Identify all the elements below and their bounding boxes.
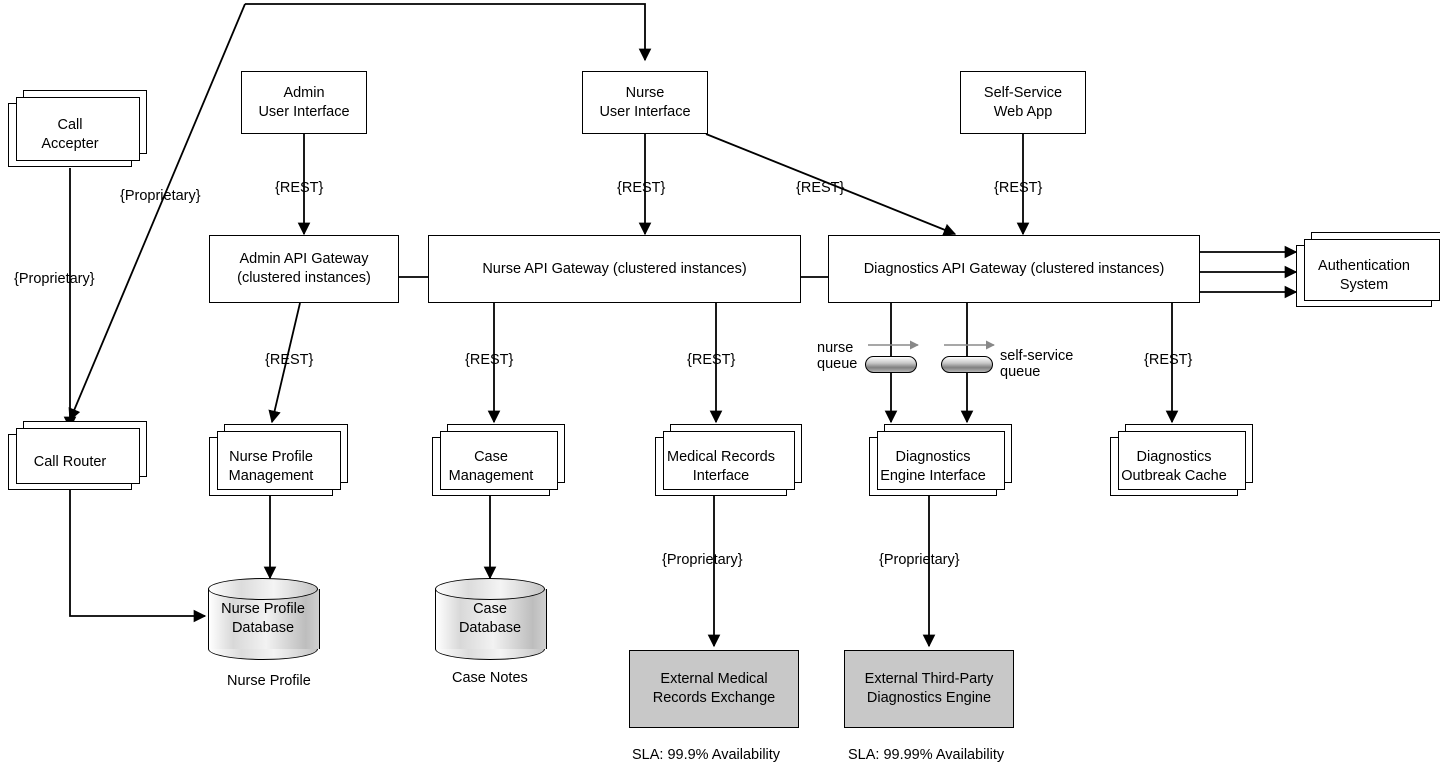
node-diagnostics-engine-if-line-1: Engine Interface — [880, 467, 986, 484]
case-db-line-0: Case — [473, 601, 507, 618]
nurse-profile-db-line-1: Database — [231, 620, 295, 636]
caption-sla-medical-records: SLA: 99.9% Availability — [632, 747, 781, 763]
edge-label-proprietary-medical: {Proprietary} — [662, 552, 743, 568]
node-nurse-ui-line-0: Nurse — [625, 84, 665, 101]
self-service-queue-icon — [941, 356, 993, 373]
nurse-profile-db-line-0: Nurse Profile — [221, 601, 305, 618]
nurse-queue-icon — [865, 356, 917, 373]
node-call-router[interactable] — [8, 434, 132, 490]
node-external-medical-records-exchange[interactable] — [629, 650, 799, 728]
edge-label-proprietary-top: {Proprietary} — [120, 188, 201, 204]
node-outbreak-cache-line-1: Outbreak Cache — [1121, 467, 1227, 484]
external-diagnostics-line-1: Diagnostics Engine — [866, 690, 992, 706]
node-admin-gateway-line-0: Admin API Gateway — [239, 251, 369, 268]
edge-label-rest-self-service: {REST} — [994, 180, 1043, 196]
node-auth-line-0: Authentication — [1318, 258, 1410, 275]
node-self-service-line-0: Self-Service — [983, 84, 1063, 101]
node-nurse-ui-line-1: User Interface — [599, 103, 691, 120]
node-auth-line-1: System — [1339, 277, 1389, 293]
node-medical-records-line-0: Medical Records — [667, 448, 775, 465]
node-self-service-web-app[interactable] — [960, 71, 1086, 134]
node-nurse-profile-mgmt-line-0: Nurse Profile — [229, 448, 313, 465]
node-diagnostics-gateway-line-0: Diagnostics API Gateway (clustered instances) — [863, 260, 1165, 277]
node-external-third-party-diagnostics-engine[interactable] — [844, 650, 1014, 728]
nurse-queue-label-line-1: queue — [817, 356, 858, 372]
node-case-management[interactable] — [432, 437, 550, 496]
edge-label-rest-admin-ui: {REST} — [275, 180, 324, 196]
node-self-service-line-1: Web App — [993, 103, 1053, 120]
node-outbreak-cache-line-0: Diagnostics — [1136, 448, 1212, 465]
edge-label-self-service-queue — [1000, 348, 1073, 380]
edge-label-rest-admin-gateway: {REST} — [265, 352, 314, 368]
edge-label-nurse-queue — [817, 340, 857, 372]
nurse-queue-label-line-0: nurse — [817, 340, 854, 356]
node-admin-gateway-line-1: (clustered instances) — [237, 270, 371, 286]
node-admin-api-gateway[interactable] — [209, 235, 399, 303]
case-db-line-1: Database — [458, 620, 522, 636]
node-diagnostics-engine-if-line-0: Diagnostics — [895, 448, 971, 465]
external-diagnostics-line-0: External Third-Party — [864, 671, 994, 688]
node-call-accepter-line-0: Call — [57, 117, 83, 134]
database-case[interactable] — [435, 578, 545, 660]
nurse-profile-db-text — [208, 578, 318, 660]
edge-label-rest-nurse-to-diagnostics: {REST} — [796, 180, 845, 196]
node-admin-ui-line-0: Admin — [283, 84, 325, 101]
node-nurse-api-gateway[interactable] — [428, 235, 801, 303]
node-authentication-system[interactable] — [1296, 245, 1432, 307]
external-medical-line-0: External Medical — [660, 671, 768, 688]
node-diagnostics-engine-interface[interactable] — [869, 437, 997, 496]
node-medical-records-line-1: Interface — [692, 467, 750, 484]
node-call-router-line-0: Call Router — [33, 453, 107, 470]
caption-nurse-profile: Nurse Profile — [227, 673, 311, 689]
node-nurse-profile-management[interactable] — [209, 437, 333, 496]
edge-label-rest-case: {REST} — [465, 352, 514, 368]
self-service-queue-label-line-0: self-service — [1000, 348, 1074, 364]
node-medical-records-interface[interactable] — [655, 437, 787, 496]
node-nurse-gateway-line-0: Nurse API Gateway (clustered instances) — [482, 260, 747, 277]
edge-label-proprietary-left: {Proprietary} — [14, 271, 95, 287]
database-nurse-profile[interactable] — [208, 578, 318, 660]
node-admin-ui-line-1: User Interface — [258, 103, 350, 120]
edge-label-rest-outbreak: {REST} — [1144, 352, 1193, 368]
node-call-accepter[interactable] — [8, 103, 132, 167]
node-nurse-profile-mgmt-line-1: Management — [228, 467, 314, 484]
case-db-text — [435, 578, 545, 660]
edge-label-rest-nurse-ui: {REST} — [617, 180, 666, 196]
node-case-mgmt-line-1: Management — [448, 467, 534, 484]
node-nurse-user-interface[interactable] — [582, 71, 708, 134]
external-medical-line-1: Records Exchange — [652, 690, 776, 706]
edge-label-rest-medical: {REST} — [687, 352, 736, 368]
node-admin-user-interface[interactable] — [241, 71, 367, 134]
caption-case-notes: Case Notes — [452, 670, 528, 686]
node-case-mgmt-line-0: Case — [474, 448, 508, 465]
edge-label-proprietary-diagnostics: {Proprietary} — [879, 552, 960, 568]
self-service-queue-label-line-1: queue — [1000, 364, 1041, 380]
node-diagnostics-outbreak-cache[interactable] — [1110, 437, 1238, 496]
node-diagnostics-api-gateway[interactable] — [828, 235, 1200, 303]
node-call-accepter-line-1: Accepter — [41, 136, 99, 152]
caption-sla-diagnostics: SLA: 99.99% Availability — [848, 747, 1005, 763]
